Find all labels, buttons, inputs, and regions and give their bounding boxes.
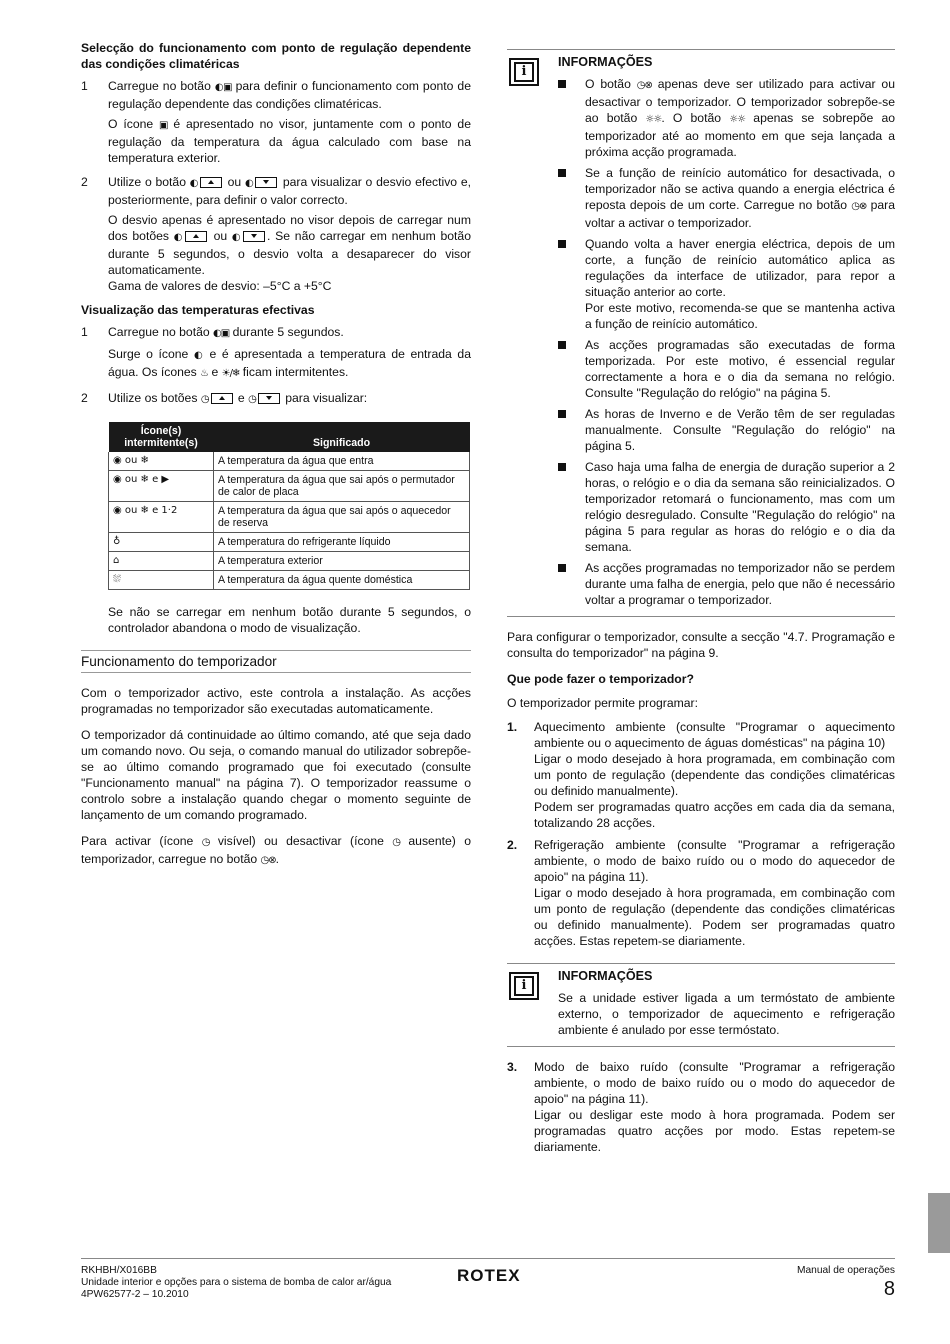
- up-arrow-key-icon: [185, 231, 207, 242]
- bullet-square-icon: [558, 240, 566, 248]
- weather-button-icon: ◐▣: [213, 328, 230, 339]
- table-row: ⛆ A temperatura da água quente doméstica: [109, 571, 470, 590]
- water-temp-icon: ◐: [189, 178, 198, 189]
- list-item: 2 Utilize os botões ◷ e ◷ para visualizar:: [81, 391, 368, 405]
- paragraph: Com o temporizador activo, este controla a instalação. As acções programadas no temporizador são executadas automaticamente.: [81, 686, 471, 716]
- bullet-item: Quando volta a haver energia eléctrica, depois de um corte, a função de reinício automático aplica as regulações da interface de utilizador, para repor a situação anterior ao corte. Por este motivo, recomenda-se que se mantenha activa a função de reinício automático.: [558, 236, 895, 332]
- table-row: ♁ A temperatura do refrigerante líquido: [109, 533, 470, 552]
- timer-button-icon: ◷⊗: [260, 855, 276, 866]
- water-temp-icon: ◐: [193, 350, 204, 361]
- clock-icon: ◷: [392, 837, 401, 848]
- paragraph-intro: O temporizador permite programar:: [507, 696, 699, 710]
- bullet-item: As acções programadas no temporizador não se perdem durante uma falha de energia, pelo que não é necessário voltar a programar o temporizador.: [558, 560, 895, 608]
- water-temp-icon: ◐: [173, 232, 183, 243]
- bullet-square-icon: [558, 463, 566, 471]
- list-item: 3. Modo de baixo ruído (consulte "Programar a refrigeração ambiente, o modo de baixo ruído ou o modo do aquecedor de apoio" na página 11). Ligar ou desligar este modo à hora programada. Podem ser programadas quatro acções por modo. Estas repetem-se diariamente.: [507, 1060, 895, 1154]
- table-header-meaning: Significado: [214, 422, 470, 452]
- info-icon: i: [509, 972, 539, 1000]
- down-arrow-key-icon: [258, 393, 280, 404]
- water-temp-icon: ◐: [244, 178, 254, 189]
- info-title: INFORMAÇÕES: [558, 969, 653, 983]
- heat-cool-icon: ☀/❄: [221, 368, 240, 379]
- down-arrow-key-icon: [255, 177, 277, 188]
- info-box: [507, 49, 895, 617]
- info-title: INFORMAÇÕES: [558, 55, 653, 69]
- bullet-item: As horas de Inverno e de Verão têm de ser reguladas manualmente. Consulte "Regulação do relógio" na página 5.: [558, 406, 895, 454]
- bullet-item: Se a função de reinício automático for desactivada, o temporizador não se activa quando a energia eléctrica é reposta depois de um corte. Carregue no botão ◷⊗ para voltar a activar o temporizador.: [558, 165, 895, 231]
- bullet-item: Caso haja uma falha de energia de duração superior a 2 horas, o relógio e o dia da semana são reinicializados. O temporizador retomará o funcionamento, mas com um relógio desregulado. Consulte "Regulação do relógio" na página 5 para regular as horas do relógio e o dia da semana.: [558, 459, 895, 555]
- clock-icon: ◷: [200, 394, 209, 405]
- heading-weather-dependent: Selecção do funcionamento com ponto de regulação dependente das condições climatéricas: [81, 41, 471, 71]
- paragraph: Para activar (ícone ◷ visível) ou desactivar (ícone ◷ ausente) o temporizador, carregue no botão ◷⊗.: [81, 834, 472, 866]
- mode-button-icon: ☼☼: [729, 114, 746, 125]
- list-item: 1. Aquecimento ambiente (consulte "Programar o aquecimento ambiente ou o aquecimento de águas domésticas" na página 10) Ligar o modo desejado à hora programada, em combinação com um ponto de regulação (dependente das condições climatéricas ou definido manualmente). Podem ser programadas quatro acções em cada dia da semana, totalizando 28 acções.: [507, 720, 895, 830]
- bullet-square-icon: [558, 564, 566, 572]
- footer-code: 4PW62577-2 – 10.2010: [81, 1289, 189, 1300]
- section-title-timer: Funcionamento do temporizador: [81, 650, 471, 673]
- footer-description: Unidade interior e opções para o sistema de bomba de calor ar/água: [81, 1277, 392, 1288]
- bullet-square-icon: [558, 80, 566, 88]
- bullet-square-icon: [558, 410, 566, 418]
- table-header-icons: Ícone(s) intermitente(s): [109, 422, 214, 452]
- list-item: 2 Utilize o botão ◐ ou ◐ para visualizar o desvio efectivo e, posteriormente, para definir o valor correcto. O desvio apenas é apresentado no visor depois de carregar num dos botões ◐ ou ◐ . Se não carregar em nenhum botão durante 5 segundos, o desvio volta a desaparecer do visor automaticamente. Gama de valores de desvio: –5°C a +5°C: [81, 175, 471, 293]
- down-arrow-key-icon: [243, 231, 265, 242]
- list-item: 1 Carregue no botão ◐▣ durante 5 segundos. Surge o ícone ◐ e é apresentada a temperatura de entrada da água. Os ícones ♨ e ☀/❄ ficam intermitentes.: [81, 325, 471, 379]
- weather-button-icon: ◐▣: [214, 82, 232, 93]
- rotex-logo: ROTEX: [457, 1266, 521, 1285]
- right-column: [507, 49, 895, 1163]
- paragraph-config: Para configurar o temporizador, consulte a secção "4.7. Programação e consulta do temporizador" na página 9.: [507, 630, 895, 660]
- info-icon: i: [509, 58, 539, 86]
- timer-button-icon: ◷⊗: [636, 80, 652, 91]
- left-column: [81, 40, 471, 879]
- mode-button-icon: ☼☼: [645, 114, 662, 125]
- page-number: 8: [883, 1278, 895, 1300]
- weather-display-icon: ▣: [159, 120, 168, 131]
- heading-actual-temps: Visualização das temperaturas efectivas: [81, 303, 315, 317]
- paragraph: O temporizador dá continuidade ao último comando, até que seja dado um comando novo. Ou seja, o comando manual do utilizador sobrepõe-se ao último comando programado que foi executado (consulte "Funcionamento manual" na página 7). O temporizador reassume o controlo sobre a instalação quando chegar o momento seguinte de lançamento de um comando programado.: [81, 728, 471, 822]
- table-row: ◉ ou ❄ A temperatura da água que entra: [109, 452, 470, 471]
- timer-button-icon: ◷⊗: [851, 201, 867, 212]
- clock-icon: ◷: [248, 394, 256, 405]
- page-footer: [81, 1258, 895, 1300]
- bullet-square-icon: [558, 341, 566, 349]
- up-arrow-key-icon: [211, 393, 233, 404]
- table-row: ◉ ou ❄ e ▶ A temperatura da água que sai após o permutador de calor de placa: [109, 471, 470, 502]
- clock-icon: ◷: [201, 837, 210, 848]
- hot-water-icon: ♨: [200, 368, 209, 379]
- bullet-square-icon: [558, 169, 566, 177]
- list-item: 2. Refrigeração ambiente (consulte "Programar a refrigeração ambiente, o modo de baixo ruído ou o modo do aquecedor de apoio" na página 11). Ligar o modo desejado à hora programada, em combinação com um ponto de regulação (dependente das condições climatéricas ou definido manualmente). Podem ser programadas quatro acções. Estas repetem-se diariamente.: [507, 838, 895, 948]
- table-row: ⌂ A temperatura exterior: [109, 552, 470, 571]
- heading-timer-capabilities: Que pode fazer o temporizador?: [507, 672, 694, 686]
- list-item: 1 Carregue no botão ◐▣ para definir o funcionamento com ponto de regulação dependente das condições climatéricas. O ícone ▣ é apresentado no visor, juntamente com o ponto de regulação da temperatura da água calculado com base na temperatura exterior.: [81, 79, 471, 165]
- bullet-item: O botão ◷⊗ apenas deve ser utilizado para activar ou desactivar o temporizador. O temporizador sobrepõe-se ao botão ☼☼. O botão ☼☼ apenas se sobrepõe ao temporizador até ao momento em que seja lançada a próxima acção programada.: [558, 76, 895, 160]
- water-temp-icon: ◐: [231, 232, 241, 243]
- after-table-text: Se não se carregar em nenhum botão durante 5 segundos, o controlador abandona o modo de visualização.: [108, 605, 471, 635]
- footer-model: RKHBH/X016BB: [81, 1265, 157, 1276]
- footer-manual: Manual de operações: [797, 1265, 895, 1276]
- bullet-item: As acções programadas são executadas de forma temporizada. Por este motivo, é essencial regular correctamente a hora e o dia da semana no relógio. Consulte "Regulação do relógio" na página 5.: [558, 337, 895, 401]
- table-row: ◉ ou ❄ e 1·2 A temperatura da água que sai após o aquecedor de reserva: [109, 502, 470, 533]
- up-arrow-key-icon: [200, 177, 222, 188]
- info-box: i INFORMAÇÕES Se a unidade estiver ligada a um termóstato de ambiente externo, o temporizador de aquecimento e refrigeração ambiente é anulado por esse termóstato.: [507, 963, 895, 1047]
- chapter-tab: [928, 1193, 950, 1253]
- icon-meaning-table: [108, 422, 470, 590]
